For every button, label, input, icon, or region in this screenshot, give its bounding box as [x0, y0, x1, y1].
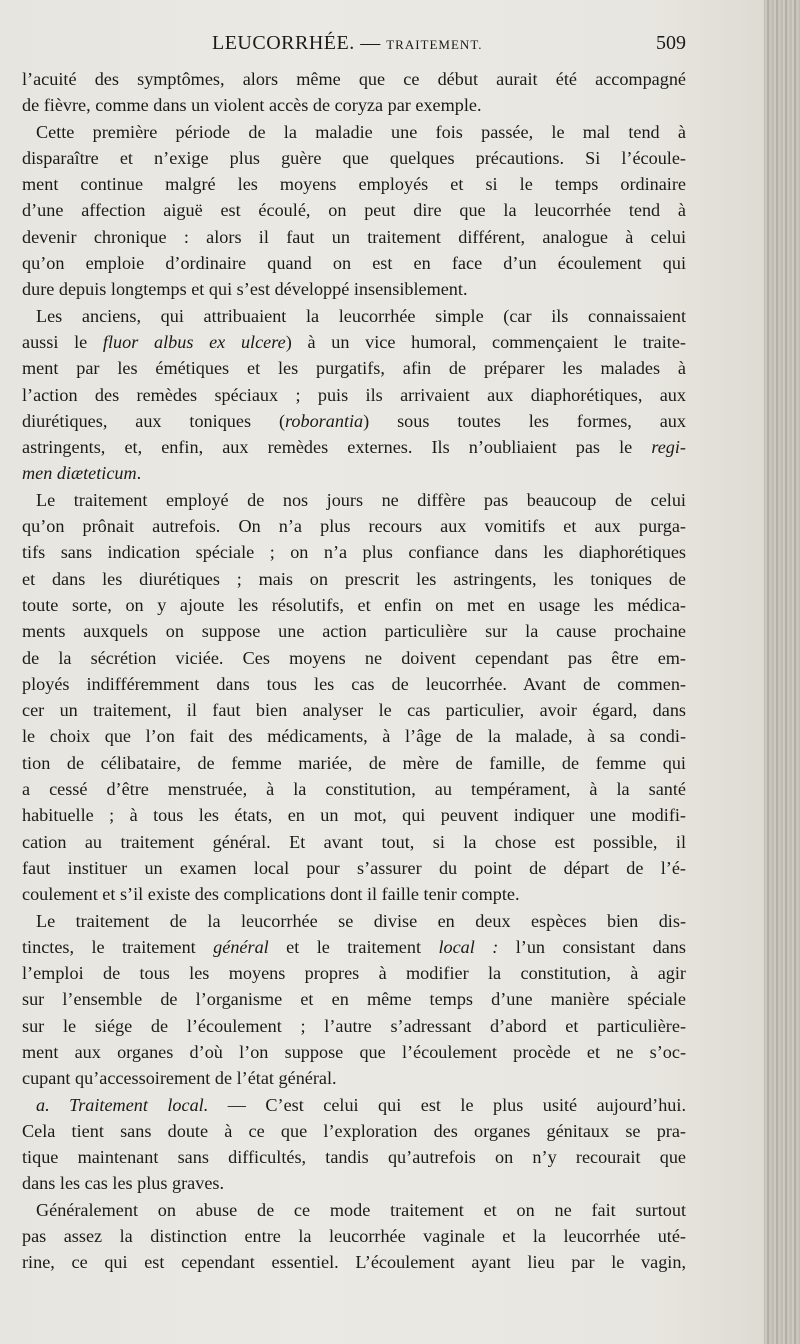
text-run: dans les cas les plus graves.	[22, 1173, 225, 1194]
text-line	[22, 434, 686, 460]
text-line	[22, 750, 686, 776]
text-run: tifs sans indication spéciale ; on n’a plus confiance dans les diaphorétiques	[22, 542, 686, 563]
text-run: qu’on emploie d’ordinaire quand on est en face d’un écoulement qui	[22, 253, 686, 274]
text-line	[22, 329, 686, 355]
text-line	[22, 1039, 686, 1065]
text-line	[22, 697, 686, 723]
text-run: le choix que l’on fait des médicaments, à l’âge de la malade, à sa condi-	[22, 726, 686, 747]
text-line	[22, 802, 686, 828]
text-line	[22, 145, 686, 171]
text-run: coulement et s’il existe des complications dont il faille tenir compte.	[22, 884, 520, 905]
running-title	[212, 32, 483, 55]
text-run: ployés indifféremment dans tous les cas de leucorrhée. Avant de commen-	[22, 673, 686, 694]
italic-text-run: roborantia	[285, 410, 364, 431]
text-run: et dans les diurétiques ; mais on prescrit les astringents, les toniques de	[22, 568, 686, 589]
text-run: tion de célibataire, de femme mariée, de mère de famille, de femme qui	[22, 752, 686, 773]
running-title-section: TRAITEMENT.	[386, 37, 483, 52]
text-run: ment aux organes d’où l’on suppose que l’écoulement procède et ne s’oc-	[22, 1041, 686, 1062]
text-line	[22, 986, 686, 1012]
text-line	[22, 66, 686, 92]
text-run: devenir chronique : alors il faut un traitement différent, analogue à celui	[22, 226, 686, 247]
text-run: astringents, et, enfin, aux remèdes externes. Ils n’oubliaient pas le	[22, 437, 652, 458]
text-line	[22, 1118, 686, 1144]
text-line	[22, 934, 686, 960]
text-run: Le traitement employé de nos jours ne diffère pas beaucoup de celui	[36, 489, 686, 510]
text-run: habituelle ; à tous les états, en un mot, qui peuvent indiquer une modifi-	[22, 805, 686, 826]
text-run: Généralement on abuse de ce mode traitement et on ne fait surtout	[36, 1199, 686, 1220]
text-line	[22, 881, 686, 907]
text-run: — C’est celui qui est le plus usité aujourd’hui.	[208, 1094, 686, 1115]
italic-text-run: a. Traitement local.	[36, 1094, 209, 1115]
text-line	[22, 723, 686, 749]
book-gutter-edge	[764, 0, 800, 1344]
text-run: Le traitement de la leucorrhée se divise en deux espèces bien dis-	[36, 910, 686, 931]
text-line	[22, 1249, 686, 1275]
text-line	[22, 276, 686, 302]
text-line	[22, 250, 686, 276]
text-line	[22, 92, 686, 118]
text-line	[22, 855, 686, 881]
text-line	[22, 197, 686, 223]
text-run: et le traitement	[268, 936, 439, 957]
text-line	[22, 1170, 686, 1196]
text-run: tinctes, le traitement	[22, 936, 214, 957]
text-line	[22, 303, 686, 329]
text-line	[22, 592, 686, 618]
text-run: Cela tient sans doute à ce que l’exploration des organes génitaux se pra-	[22, 1120, 686, 1141]
body-text	[22, 66, 686, 1276]
text-run: tique maintenant sans difficultés, tandis qu’autrefois on n’y recourait que	[22, 1147, 686, 1168]
text-line	[22, 618, 686, 644]
text-line	[22, 671, 686, 697]
text-line	[22, 408, 686, 434]
text-run: Cette première période de la maladie une fois passée, le mal tend à	[36, 121, 686, 142]
text-run: cation au traitement général. Et avant tout, si la chose est possible, il	[22, 831, 686, 852]
text-line	[22, 645, 686, 671]
text-line	[22, 355, 686, 381]
text-line	[22, 1144, 686, 1170]
text-line	[22, 487, 686, 513]
text-run: sur le siége de l’écoulement ; l’autre s’adressant d’abord et particulière-	[22, 1015, 686, 1036]
running-title-main: LEUCORRHÉE. —	[212, 32, 381, 54]
text-run: cupant qu’accessoirement de l’état général.	[22, 1068, 337, 1089]
italic-text-run: local :	[438, 936, 499, 957]
text-run: l’un consistant dans	[498, 936, 686, 957]
text-run: .	[136, 463, 142, 484]
text-run: ) à un vice humoral, commençaient le traite-	[285, 331, 686, 352]
text-run: ments auxquels on suppose une action particulière sur la cause prochaine	[22, 621, 686, 642]
italic-text-run: men diæteticum	[22, 463, 137, 484]
text-run: ment continue malgré les moyens employés et si le temps ordinaire	[22, 174, 686, 195]
text-line	[22, 171, 686, 197]
italic-text-run: regi-	[651, 437, 686, 458]
text-run: disparaître et n’exige plus guère que quelques précautions. Si l’écoule-	[22, 147, 686, 168]
text-run: de la sécrétion viciée. Ces moyens ne doivent cependant pas être em-	[22, 647, 686, 668]
text-run: dure depuis longtemps et qui s’est développé insensiblement.	[22, 279, 468, 300]
text-line	[22, 776, 686, 802]
text-run: l’action des remèdes spéciaux ; puis ils arrivaient aux diaphorétiques, aux	[22, 384, 686, 405]
text-line	[22, 566, 686, 592]
text-run: a cessé d’être menstruée, à la constitution, au tempérament, à la santé	[22, 779, 686, 800]
text-line	[22, 908, 686, 934]
text-line	[22, 119, 686, 145]
text-run: toute sorte, on y ajoute les résolutifs, et enfin on met en usage les médica-	[22, 594, 686, 615]
italic-text-run: fluor albus ex ulcere	[102, 331, 286, 352]
page-number: 509	[656, 32, 686, 54]
italic-text-run: général	[213, 936, 269, 957]
text-run: d’une affection aiguë est écoulé, on peut dire que la leucorrhée tend à	[22, 200, 686, 221]
text-line	[22, 1013, 686, 1039]
text-run: cer un traitement, il faut bien analyser le cas particulier, avoir égard, dans	[22, 700, 686, 721]
text-line	[22, 829, 686, 855]
text-line	[22, 460, 686, 486]
text-line	[22, 1197, 686, 1223]
text-run: qu’on prônait autrefois. On n’a plus recours aux vomitifs et aux purga-	[22, 516, 686, 537]
running-header	[22, 32, 686, 60]
text-run: faut instituer un examen local pour s’assurer du point de départ de l’é-	[22, 857, 686, 878]
text-line	[22, 539, 686, 565]
text-run: ) sous toutes les formes, aux	[363, 410, 686, 431]
text-line	[22, 224, 686, 250]
text-run: pas assez la distinction entre la leucorrhée vaginale et la leucorrhée uté-	[22, 1226, 686, 1247]
text-run: ment par les émétiques et les purgatifs, afin de préparer les malades à	[22, 358, 686, 379]
text-run: l’emploi de tous les moyens propres à modifier la constitution, à agir	[22, 963, 686, 984]
text-line	[22, 1092, 686, 1118]
text-run: aussi le	[22, 331, 103, 352]
text-line	[22, 960, 686, 986]
text-line	[22, 513, 686, 539]
text-line	[22, 382, 686, 408]
text-run: l’acuité des symptômes, alors même que ce début aurait été accompagné	[22, 69, 686, 89]
text-run: diurétiques, aux toniques (	[22, 410, 285, 431]
text-line	[22, 1223, 686, 1249]
text-line	[22, 1065, 686, 1091]
text-run: de fièvre, comme dans un violent accès de coryza par exemple.	[22, 95, 482, 116]
text-run: rine, ce qui est cependant essentiel. L’écoulement ayant lieu par le vagin,	[22, 1252, 686, 1273]
text-run: Les anciens, qui attribuaient la leucorrhée simple (car ils connaissaient	[36, 305, 686, 326]
text-run: sur l’ensemble de l’organisme et en même temps d’une manière spéciale	[22, 989, 686, 1010]
